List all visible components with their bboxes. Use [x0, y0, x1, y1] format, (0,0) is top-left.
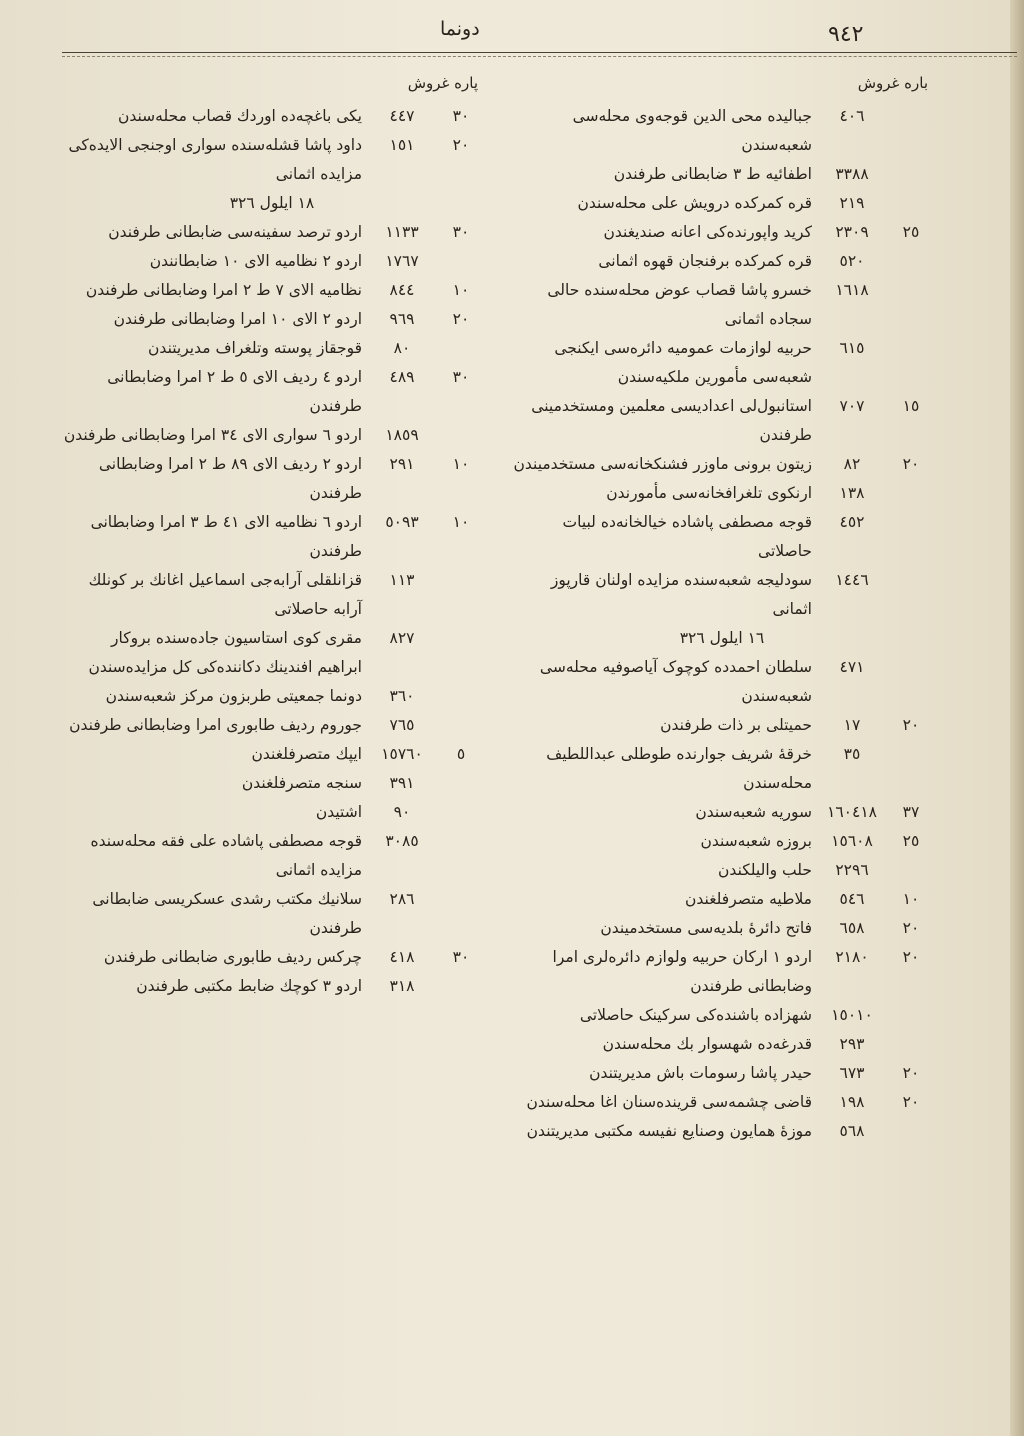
gurus-amount: ١١٣	[389, 571, 415, 589]
donor-text: قره کمرکده درویش علی محله‌سندن	[577, 194, 812, 212]
donor-text: استانبول‌لی اعدادیسی معلمین ومستخدمینی طرفندن	[531, 397, 812, 444]
donor-text: خسرو پاشا قصاب عوض محله‌سنده حالی سجاده اثمانی	[547, 281, 812, 328]
gurus-amount: ٣٥	[843, 745, 861, 763]
ledger-entry	[512, 914, 932, 943]
donor-text: دونما جمعیتی طربزون مرکز شعبه‌سندن	[105, 687, 362, 705]
para-amount: ٢٠	[902, 716, 920, 734]
gurus-amount: ٦٧٣	[839, 1064, 865, 1082]
para-amount: ١٠	[452, 281, 470, 299]
donor-text: نظامیه الای ٧ ط ٢ امرا وضابطانی طرفندن	[85, 281, 362, 299]
donor-text: حمیتلی بر ذات طرفندن	[660, 716, 812, 734]
running-title: دونما	[440, 18, 480, 40]
gurus-amount: ٣٩١	[389, 774, 415, 792]
donor-text: قوجقاز پوسته وتلغراف مدیریتندن	[148, 339, 362, 357]
para-amount: ٣٠	[452, 223, 470, 241]
gurus-amount: ٨٠	[393, 339, 411, 357]
gurus-amount: ٢٩٣	[839, 1035, 865, 1053]
donor-text: جبالیده محی الدین قوجه‌وی محله‌سی شعبه‌سندن	[572, 107, 812, 154]
ledger-entry	[62, 276, 482, 305]
donor-text: چرکس ردیف طابوری ضابطانی طرفندن	[103, 948, 362, 966]
ledger-entry	[62, 682, 482, 711]
header-rule	[62, 52, 1017, 53]
ledger-entry	[512, 479, 932, 508]
ledger-entry	[62, 450, 482, 508]
gurus-amount: ٢٩١	[389, 455, 415, 473]
donor-text: ملاطیه متصرفلغندن	[685, 890, 812, 908]
gurus-amount: ٥٦٨	[839, 1122, 865, 1140]
donor-text: قره کمرکده برفنجان قهوه اثمانی	[598, 252, 812, 270]
left-column	[62, 74, 482, 1001]
gurus-amount: ٨٢	[843, 455, 861, 473]
donor-text: اطفائیه ط ٣ ضابطانی طرفندن	[613, 165, 812, 183]
para-amount: ٢٥	[902, 223, 920, 241]
ledger-entry	[512, 740, 932, 798]
ledger-entry	[512, 508, 932, 566]
gurus-amount: ٨٢٧	[389, 629, 415, 647]
donor-text: سلانیك مکتب رشدی عسکریسی ضابطانی طرفندن	[92, 890, 362, 937]
gurus-amount: ٤٠٦	[839, 107, 865, 125]
gurus-amount: ٦١٥	[839, 339, 865, 357]
donor-text: اردو ٢ ردیف الای ٨٩ ط ٢ امرا وضابطانی طرفندن	[98, 455, 362, 502]
ledger-entry	[512, 856, 932, 885]
gurus-amount: ٥٤٦	[839, 890, 865, 908]
gurus-amount: ١٧	[843, 716, 861, 734]
ledger-entry	[512, 334, 932, 392]
gurus-amount: ٣٣٨٨	[835, 165, 869, 183]
date-text: ١٦ ایلول ٣٢٦	[679, 629, 765, 647]
ledger-entry	[62, 247, 482, 276]
gurus-amount: ٢١٩	[839, 194, 865, 212]
donor-text: اردو ٤ ردیف الای ٥ ط ٢ امرا وضابطانی طرفندن	[107, 368, 362, 415]
donor-text: کرید واپورنده‌کی اعانه صندیغندن	[603, 223, 812, 241]
donor-text: ارنکوی تلغرافخانه‌سی مأمورندن	[606, 484, 812, 502]
gurus-amount: ٤١٨	[389, 948, 415, 966]
ledger-entry	[512, 711, 932, 740]
gurus-amount: ١٦٠٤١٨	[827, 803, 877, 821]
gurus-amount: ٣٦٠	[389, 687, 415, 705]
para-amount: ٣٧	[902, 803, 920, 821]
donor-text: اشتیدن	[315, 803, 362, 821]
para-amount: ٢٠	[902, 1064, 920, 1082]
donor-text: حلب والیلکندن	[718, 861, 812, 879]
gurus-amount: ٢٢٩٦	[835, 861, 869, 879]
gurus-amount: ٥٠٩٣	[385, 513, 419, 531]
para-amount: ١٥	[902, 397, 920, 415]
ledger-entry	[512, 1088, 932, 1117]
donor-text: سلطان احمدده کوچوک آیاصوفیه محله‌سی شعبه‌سندن	[539, 658, 812, 705]
gurus-amount: ٣١٨	[389, 977, 415, 995]
gurus-amount: ٢٨٦	[389, 890, 415, 908]
donor-text: اردو ٣ کوچك ضابط مکتبی طرفندن	[136, 977, 362, 995]
ledger-entry	[62, 334, 482, 363]
donor-text: قزانلقلی آرابه‌جی اسماعیل اغانك بر کونلك آرابه حاصلاتی	[88, 571, 362, 618]
para-amount: ١٠	[452, 513, 470, 531]
donor-text: اردو ٢ الای ١٠ امرا وضابطانی طرفندن	[113, 310, 362, 328]
gurus-amount: ٤٤٧	[389, 107, 415, 125]
donor-text: موزهٔ همایون وصنایع نفیسه مکتبی مدیریتندن	[526, 1122, 812, 1140]
ledger-entry	[512, 392, 932, 450]
gurus-amount: ٩٦٩	[389, 310, 415, 328]
right-column	[512, 74, 932, 1146]
donor-text: اردو ترصد سفینه‌سی ضابطانی طرفندن	[108, 223, 362, 241]
para-amount: ٢٠	[452, 310, 470, 328]
para-amount: ٢٠	[902, 948, 920, 966]
date-line	[512, 624, 932, 653]
header-rule-dashed	[62, 56, 1017, 57]
ledger-entry	[62, 421, 482, 450]
gurus-amount: ٩٠	[393, 803, 411, 821]
ledger-entry	[62, 363, 482, 421]
donor-text: زیتون برونی ماوزر فشنکخانه‌سی مستخدمیندن	[513, 455, 812, 473]
ledger-entry	[62, 624, 482, 682]
ledger-entry	[62, 769, 482, 798]
gurus-amount: ١٣٨	[839, 484, 865, 502]
para-amount: ٢٥	[902, 832, 920, 850]
donor-text: ایپك متصرفلغندن	[251, 745, 362, 763]
gurus-amount: ١٥٦٠٨	[831, 832, 873, 850]
donor-text: اردو ٦ نظامیه الای ٤١ ط ٣ امرا وضابطانی طرفندن	[90, 513, 362, 560]
donor-text: حیدر پاشا رسومات باش مدیریتندن	[589, 1064, 812, 1082]
para-amount: ٣٠	[452, 948, 470, 966]
para-amount: ٣٠	[452, 368, 470, 386]
gurus-amount: ١٨٥٩	[385, 426, 419, 444]
gurus-amount: ٧٦٥	[389, 716, 415, 734]
gurus-amount: ٣٠٨٥	[385, 832, 419, 850]
gurus-amount: ٢٣٠٩	[835, 223, 869, 241]
ledger-entry	[62, 305, 482, 334]
ledger-entry	[512, 1117, 932, 1146]
donor-text: اردو ١ ارکان حربیه ولوازم دائره‌لری امرا وضابطانی طرفندن	[552, 948, 812, 995]
donor-text: خرقهٔ شریف جوارنده طوطلی عبداللطیف محله‌سندن	[546, 745, 812, 792]
gurus-amount: ١٥٠١٠	[831, 1006, 873, 1024]
ledger-entry	[512, 160, 932, 189]
gurus-amount: ٥٢٠	[839, 252, 865, 270]
gurus-amount: ١١٣٣	[385, 223, 419, 241]
gurus-amount: ١٥٧٦٠	[381, 745, 423, 763]
ledger-entry	[62, 218, 482, 247]
page-number: ٩٤٢	[828, 22, 864, 47]
ledger-entry	[512, 1059, 932, 1088]
ledger-entry	[512, 450, 932, 479]
donor-text: اردو ٢ نظامیه الای ١٠ ضابطانندن	[149, 252, 362, 270]
ledger-entry	[512, 943, 932, 1001]
ledger-entry	[512, 276, 932, 334]
ledger-entry	[512, 798, 932, 827]
ledger-entry	[512, 189, 932, 218]
gurus-amount: ١٤٤٦	[835, 571, 869, 589]
ledger-entry	[512, 885, 932, 914]
gurus-amount: ٤٥٢	[839, 513, 865, 531]
para-amount: ١٠	[452, 455, 470, 473]
ledger-entry	[512, 1001, 932, 1030]
gurus-amount: ٤٧١	[839, 658, 865, 676]
ledger-entry	[62, 943, 482, 972]
donor-text: حربیه لوازمات عمومیه دائره‌سی ایکنجی شعبه‌سی مأمورین ملکیه‌سندن	[554, 339, 812, 386]
donor-text: فاتح دائرهٔ بلدیه‌سی مستخدمیندن	[600, 919, 812, 937]
ledger-entry	[62, 740, 482, 769]
ledger-entry	[62, 885, 482, 943]
donor-text: سودلیجه شعبه‌سنده مزایده اولنان قارپوز اثمانی	[550, 571, 812, 618]
gurus-amount: ١٥١	[389, 136, 415, 154]
column-header: باره غروش	[857, 74, 928, 92]
ledger-entry	[512, 827, 932, 856]
ledger-entry	[62, 566, 482, 624]
donor-text: قاضی چشمه‌سی قرینده‌سنان اغا محله‌سندن	[526, 1093, 812, 1111]
gurus-amount: ١٧٦٧	[385, 252, 419, 270]
donor-text: مقری کوی استاسیون جاده‌سنده بروکار ابراهیم افندینك دکاننده‌کی کل مزایده‌سندن	[88, 629, 362, 676]
gurus-amount: ١٦١٨	[835, 281, 869, 299]
para-amount: ٣٠	[452, 107, 470, 125]
ledger-entry	[62, 508, 482, 566]
ledger-entry	[512, 1030, 932, 1059]
donor-text: یکی باغچه‌ده اوردك قصاب محله‌سندن	[117, 107, 362, 125]
donor-text: قوجه مصطفی پاشاده علی فقه محله‌سنده مزایده اثمانی	[90, 832, 362, 879]
donor-text: اردو ٦ سواری الای ٣٤ امرا وضابطانی طرفندن	[63, 426, 362, 444]
ledger-entry	[62, 827, 482, 885]
donor-text: شهزاده باشنده‌کی سرکینک حاصلاتی	[579, 1006, 812, 1024]
donor-text: سوریه شعبه‌سندن	[695, 803, 812, 821]
para-amount: ٢٠	[902, 919, 920, 937]
para-amount: ٢٠	[452, 136, 470, 154]
gurus-amount: ٦٥٨	[839, 919, 865, 937]
gurus-amount: ٨٤٤	[389, 281, 415, 299]
ledger-entry	[62, 798, 482, 827]
ledger-entry	[62, 131, 482, 189]
ledger-entry	[512, 102, 932, 160]
date-line	[62, 189, 482, 218]
gurus-amount: ٢١٨٠	[835, 948, 869, 966]
page-spine	[1010, 0, 1024, 1436]
donor-text: قوجه مصطفی پاشاده خیالخانه‌ده لبیات حاصلاتی	[562, 513, 812, 560]
donor-text: سنجه متصرفلغندن	[241, 774, 362, 792]
ledger-entry	[62, 102, 482, 131]
ledger-entry	[62, 972, 482, 1001]
ledger-entry	[512, 653, 932, 711]
gurus-amount: ٧٠٧	[839, 397, 865, 415]
ledger-entry	[62, 711, 482, 740]
para-amount: ٢٠	[902, 455, 920, 473]
ledger-entry	[512, 218, 932, 247]
para-amount: ٢٠	[902, 1093, 920, 1111]
ledger-entry	[512, 566, 932, 624]
donor-text: جوروم ردیف طابوری امرا وضابطانی طرفندن	[69, 716, 362, 734]
ledger-entry	[512, 247, 932, 276]
para-amount: ١٠	[902, 890, 920, 908]
date-text: ١٨ ایلول ٣٢٦	[229, 194, 315, 212]
gurus-amount: ١٩٨	[839, 1093, 865, 1111]
gurus-amount: ٤٨٩	[389, 368, 415, 386]
donor-text: بروزه شعبه‌سندن	[700, 832, 812, 850]
donor-text: داود پاشا قشله‌سنده سواری اوجنجی الایده‌کی مزایده اثمانی	[68, 136, 362, 183]
donor-text: قدرغه‌ده شهسوار بك محله‌سندن	[602, 1035, 812, 1053]
para-amount: ٥	[456, 745, 466, 763]
column-header: پاره غروش	[407, 74, 478, 92]
